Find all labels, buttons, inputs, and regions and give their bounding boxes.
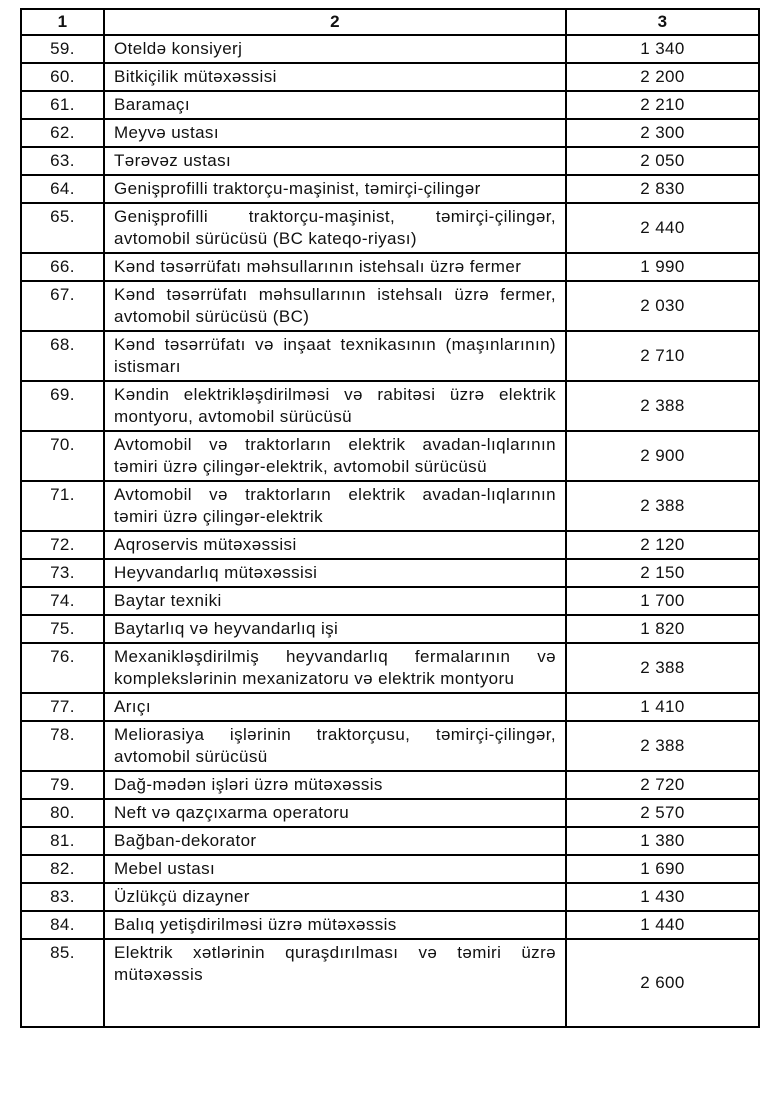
table-row xyxy=(21,331,759,381)
tariff-value-cell: 2 600 xyxy=(566,939,759,1027)
row-number-cell: 80. xyxy=(21,799,104,827)
row-number-cell: 64. xyxy=(21,175,104,203)
profession-name-cell: Dağ-mədən işləri üzrə mütəxəssis xyxy=(104,771,566,799)
row-number-cell: 76. xyxy=(21,643,104,693)
tariff-value-cell: 2 388 xyxy=(566,721,759,771)
table-row xyxy=(21,281,759,331)
tariff-value-cell: 2 200 xyxy=(566,63,759,91)
profession-name-cell: Avtomobil və traktorların elektrik avadan-lıqlarının təmiri üzrə çilingər-elektrik xyxy=(104,481,566,531)
profession-name-cell: Bağban-dekorator xyxy=(104,827,566,855)
profession-name-cell: Baytar texniki xyxy=(104,587,566,615)
table-row xyxy=(21,827,759,855)
row-number-cell: 61. xyxy=(21,91,104,119)
tariff-value-cell: 1 690 xyxy=(566,855,759,883)
table-row xyxy=(21,253,759,281)
table-row xyxy=(21,855,759,883)
tariff-value-cell: 2 440 xyxy=(566,203,759,253)
tariff-value-cell: 2 210 xyxy=(566,91,759,119)
row-number-cell: 78. xyxy=(21,721,104,771)
profession-name-cell: Tərəvəz ustası xyxy=(104,147,566,175)
tariff-value-cell: 1 440 xyxy=(566,911,759,939)
tariff-value-cell: 1 410 xyxy=(566,693,759,721)
row-number-cell: 59. xyxy=(21,35,104,63)
tariff-value-cell: 2 388 xyxy=(566,381,759,431)
table-header-row xyxy=(21,9,759,35)
row-number-cell: 75. xyxy=(21,615,104,643)
table-row xyxy=(21,381,759,431)
row-number-cell: 74. xyxy=(21,587,104,615)
row-number-cell: 60. xyxy=(21,63,104,91)
tariff-value-cell: 1 430 xyxy=(566,883,759,911)
tariff-value-cell: 1 380 xyxy=(566,827,759,855)
row-number-cell: 72. xyxy=(21,531,104,559)
profession-name-cell: Genişprofilli traktorçu-maşinist, təmirçi-çilingər, avtomobil sürücüsü (BC kateqo-riyası) xyxy=(104,203,566,253)
tariff-value-cell: 2 300 xyxy=(566,119,759,147)
table-row xyxy=(21,771,759,799)
tariff-value-cell: 1 990 xyxy=(566,253,759,281)
tariff-value-cell: 1 340 xyxy=(566,35,759,63)
row-number-cell: 70. xyxy=(21,431,104,481)
profession-name-cell: Kənd təsərrüfatı və inşaat texnikasının (maşınlarının) istismarı xyxy=(104,331,566,381)
row-number-cell: 82. xyxy=(21,855,104,883)
row-number-cell: 73. xyxy=(21,559,104,587)
tariff-value-cell: 2 050 xyxy=(566,147,759,175)
profession-name-cell: Balıq yetişdirilməsi üzrə mütəxəssis xyxy=(104,911,566,939)
profession-name-cell: Kənd təsərrüfatı məhsullarının istehsalı üzrə fermer, avtomobil sürücüsü (BC) xyxy=(104,281,566,331)
table-row xyxy=(21,615,759,643)
table-row xyxy=(21,481,759,531)
row-number-cell: 83. xyxy=(21,883,104,911)
profession-name-cell: Avtomobil və traktorların elektrik avadan-lıqlarının təmiri üzrə çilingər-elektrik, avtomobil sürücüsü xyxy=(104,431,566,481)
tariff-value-cell: 2 150 xyxy=(566,559,759,587)
table-body xyxy=(21,35,759,1027)
table-row xyxy=(21,531,759,559)
table-row xyxy=(21,643,759,693)
column-header-profession: 2 xyxy=(104,9,566,35)
row-number-cell: 79. xyxy=(21,771,104,799)
table-row xyxy=(21,175,759,203)
profession-name-cell: Meliorasiya işlərinin traktorçusu, təmirçi-çilingər, avtomobil sürücüsü xyxy=(104,721,566,771)
row-number-cell: 85. xyxy=(21,939,104,1027)
column-header-number: 1 xyxy=(21,9,104,35)
profession-name-cell: Mebel ustası xyxy=(104,855,566,883)
row-number-cell: 67. xyxy=(21,281,104,331)
profession-name-cell: Oteldə konsiyerj xyxy=(104,35,566,63)
tariff-table xyxy=(20,8,760,1028)
row-number-cell: 77. xyxy=(21,693,104,721)
profession-name-cell: Elektrik xətlərinin quraşdırılması və təmiri üzrə mütəxəssis xyxy=(104,939,566,1027)
profession-name-cell: Üzlükçü dizayner xyxy=(104,883,566,911)
profession-name-cell: Baytarlıq və heyvandarlıq işi xyxy=(104,615,566,643)
row-number-cell: 84. xyxy=(21,911,104,939)
profession-name-cell: Bitkiçilik mütəxəssisi xyxy=(104,63,566,91)
table-row xyxy=(21,911,759,939)
table-row xyxy=(21,63,759,91)
profession-name-cell: Aqroservis mütəxəssisi xyxy=(104,531,566,559)
tariff-value-cell: 2 570 xyxy=(566,799,759,827)
tariff-value-cell: 1 700 xyxy=(566,587,759,615)
table-row xyxy=(21,119,759,147)
tariff-value-cell: 2 120 xyxy=(566,531,759,559)
tariff-value-cell: 2 030 xyxy=(566,281,759,331)
table-row xyxy=(21,883,759,911)
tariff-value-cell: 1 820 xyxy=(566,615,759,643)
row-number-cell: 81. xyxy=(21,827,104,855)
row-number-cell: 68. xyxy=(21,331,104,381)
tariff-value-cell: 2 900 xyxy=(566,431,759,481)
profession-name-cell: Kəndin elektrikləşdirilməsi və rabitəsi üzrə elektrik montyoru, avtomobil sürücüsü xyxy=(104,381,566,431)
table-row xyxy=(21,721,759,771)
row-number-cell: 63. xyxy=(21,147,104,175)
tariff-value-cell: 2 720 xyxy=(566,771,759,799)
column-header-value: 3 xyxy=(566,9,759,35)
table-row xyxy=(21,587,759,615)
table-row xyxy=(21,693,759,721)
table-row xyxy=(21,559,759,587)
profession-name-cell: Mexanikləşdirilmiş heyvandarlıq fermalarının və komplekslərinin mexanizatoru və elektrik montyoru xyxy=(104,643,566,693)
table-row xyxy=(21,91,759,119)
table-row xyxy=(21,939,759,1027)
profession-name-cell: Genişprofilli traktorçu-maşinist, təmirçi-çilingər xyxy=(104,175,566,203)
table-row xyxy=(21,799,759,827)
table-row xyxy=(21,431,759,481)
profession-name-cell: Neft və qazçıxarma operatoru xyxy=(104,799,566,827)
profession-name-cell: Heyvandarlıq mütəxəssisi xyxy=(104,559,566,587)
row-number-cell: 69. xyxy=(21,381,104,431)
profession-name-cell: Meyvə ustası xyxy=(104,119,566,147)
tariff-value-cell: 2 388 xyxy=(566,481,759,531)
tariff-value-cell: 2 388 xyxy=(566,643,759,693)
table-row xyxy=(21,147,759,175)
row-number-cell: 65. xyxy=(21,203,104,253)
table-row xyxy=(21,203,759,253)
table-row xyxy=(21,35,759,63)
profession-name-cell: Arıçı xyxy=(104,693,566,721)
profession-name-cell: Baramaçı xyxy=(104,91,566,119)
profession-name-cell: Kənd təsərrüfatı məhsullarının istehsalı üzrə fermer xyxy=(104,253,566,281)
row-number-cell: 71. xyxy=(21,481,104,531)
tariff-value-cell: 2 830 xyxy=(566,175,759,203)
row-number-cell: 62. xyxy=(21,119,104,147)
tariff-value-cell: 2 710 xyxy=(566,331,759,381)
row-number-cell: 66. xyxy=(21,253,104,281)
